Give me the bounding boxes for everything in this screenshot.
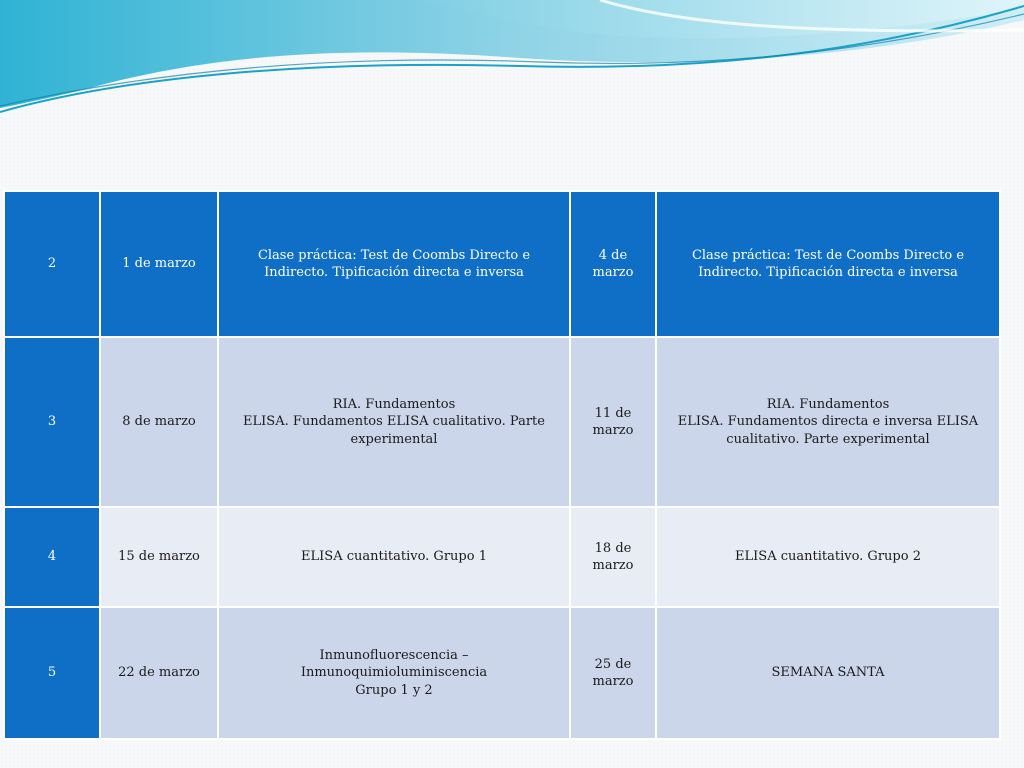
date1-label: 22 de marzo (118, 665, 200, 681)
week-cell (4, 191, 100, 337)
activity2-label: Clase práctica: Test de Coombs Directo e Indirecto. Tipificación directa e inversa (691, 247, 965, 280)
date1-label: 15 de marzo (118, 549, 200, 565)
activity2-cell (656, 507, 1000, 607)
activity1-cell (218, 507, 570, 607)
table-row (4, 191, 1000, 337)
activity2-label: ELISA cuantitativo. Grupo 2 (735, 549, 921, 565)
activity1-label: Clase práctica: Test de Coombs Directo e Indirecto. Tipificación directa e inversa (257, 247, 531, 280)
date2-label: 4 de marzo (592, 247, 634, 280)
table-row (4, 607, 1000, 739)
date1-label: 8 de marzo (122, 414, 196, 430)
date1-cell (100, 337, 218, 507)
week-cell (4, 337, 100, 507)
date2-label: 11 de marzo (592, 405, 634, 438)
date2-label: 25 de marzo (592, 656, 634, 689)
date2-cell (570, 507, 656, 607)
date1-cell (100, 607, 218, 739)
date1-cell (100, 507, 218, 607)
date2-cell (570, 337, 656, 507)
activity1-label: RIA. Fundamentos ELISA. Fundamentos ELISA cualitativo. Parte experimental (243, 396, 545, 447)
activity1-label: Inmunofluorescencia – Inmunoquimioluminiscencia Grupo 1 y 2 (300, 647, 488, 698)
decorative-wave-banner (0, 0, 1024, 130)
week-label: 3 (47, 414, 57, 430)
date2-label: 18 de marzo (592, 540, 634, 573)
table-row (4, 337, 1000, 507)
week-label: 2 (47, 256, 57, 272)
activity1-cell (218, 607, 570, 739)
table-row (4, 507, 1000, 607)
week-cell (4, 507, 100, 607)
week-label: 5 (47, 665, 57, 681)
date2-cell (570, 191, 656, 337)
activity2-cell (656, 607, 1000, 739)
date1-cell (100, 191, 218, 337)
week-cell (4, 607, 100, 739)
activity2-label: SEMANA SANTA (771, 665, 885, 681)
schedule-table (3, 190, 1001, 740)
date2-cell (570, 607, 656, 739)
activity1-cell (218, 337, 570, 507)
activity2-cell (656, 337, 1000, 507)
activity2-cell (656, 191, 1000, 337)
activity2-label: RIA. Fundamentos ELISA. Fundamentos directa e inversa ELISA cualitativo. Parte experimental (677, 396, 979, 447)
activity1-cell (218, 191, 570, 337)
activity1-label: ELISA cuantitativo. Grupo 1 (301, 549, 487, 565)
date1-label: 1 de marzo (122, 256, 196, 272)
week-label: 4 (47, 549, 57, 565)
